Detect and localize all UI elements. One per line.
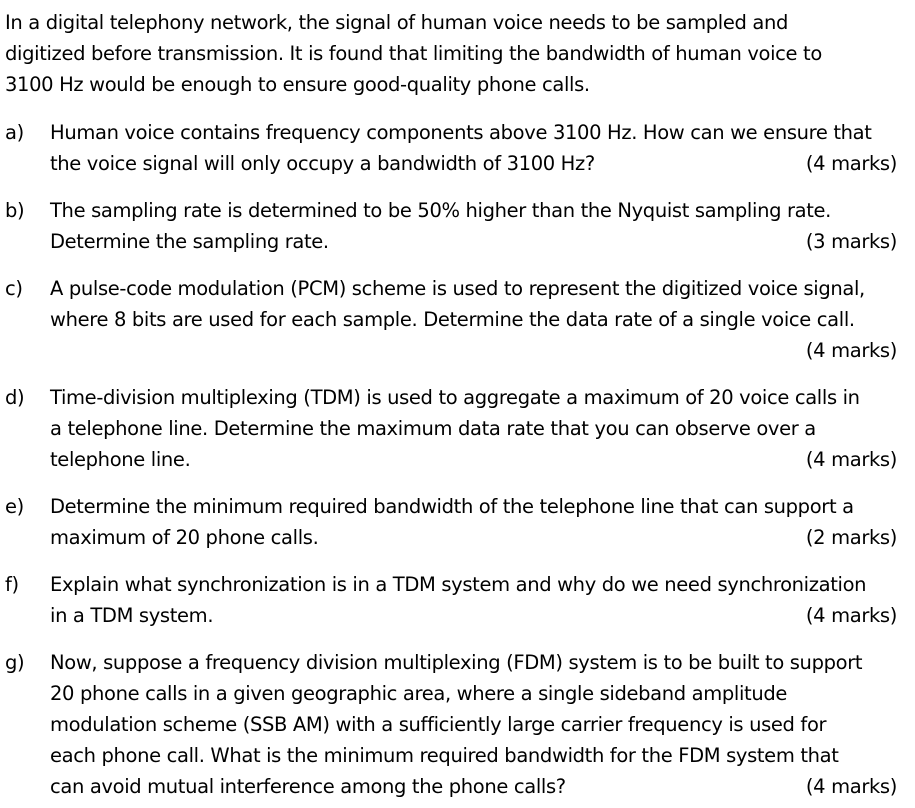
- question-line: [50, 304, 897, 335]
- question-line: [50, 273, 897, 304]
- question-text: modulation scheme (SSB AM) with a sufficiently large carrier frequency is used for: [50, 713, 827, 736]
- question-line: [50, 569, 897, 600]
- question-letter: e): [5, 495, 24, 518]
- question-text: each phone call. What is the minimum required bandwidth for the FDM system that: [50, 744, 839, 767]
- marks-label: (4 marks): [805, 775, 897, 798]
- question-letter: a): [5, 121, 24, 144]
- question-text: a telephone line. Determine the maximum data rate that you can observe over a: [50, 417, 816, 440]
- question-line: [50, 413, 897, 444]
- intro-line: 3100 Hz would be enough to ensure good-quality phone calls.: [5, 73, 590, 96]
- question-line: [50, 678, 897, 709]
- question-line: [50, 522, 897, 553]
- question-letter: f): [5, 573, 19, 596]
- question-text: in a TDM system.: [50, 604, 214, 627]
- intro-line: digitized before transmission. It is found that limiting the bandwidth of human voice to: [5, 42, 822, 65]
- marks-label: (4 marks): [805, 604, 897, 627]
- question-text: A pulse-code modulation (PCM) scheme is used to represent the digitized voice signal,: [50, 277, 865, 300]
- question-line: [50, 740, 897, 771]
- marks-label: (4 marks): [805, 448, 897, 471]
- question-line: [50, 771, 897, 802]
- question-text: Determine the sampling rate.: [50, 230, 329, 253]
- question-text: Explain what synchronization is in a TDM system and why do we need synchronization: [50, 573, 867, 596]
- question-text: the voice signal will only occupy a bandwidth of 3100 Hz?: [50, 152, 595, 175]
- question-line: [50, 382, 897, 413]
- question-body: [50, 382, 897, 475]
- question-text: maximum of 20 phone calls.: [50, 526, 319, 549]
- question-letter: g): [5, 651, 25, 674]
- question-line: [50, 647, 897, 678]
- question-text: 20 phone calls in a given geographic area, where a single sideband amplitude: [50, 682, 788, 705]
- question-text: where 8 bits are used for each sample. Determine the data rate of a single voice call.: [50, 308, 855, 331]
- question-text: The sampling rate is determined to be 50% higher than the Nyquist sampling rate.: [50, 199, 832, 222]
- question-body: [50, 569, 897, 631]
- question-line: [50, 195, 897, 226]
- question-letter: d): [5, 386, 25, 409]
- question-line: [50, 709, 897, 740]
- question-body: [50, 491, 897, 553]
- marks-label: (4 marks): [805, 339, 897, 362]
- question-text: Now, suppose a frequency division multiplexing (FDM) system is to be built to support: [50, 651, 863, 674]
- question-text: Determine the minimum required bandwidth of the telephone line that can support a: [50, 495, 854, 518]
- question-body: [50, 195, 897, 257]
- question-body: [50, 273, 897, 366]
- question-line: [50, 600, 897, 631]
- intro-line: In a digital telephony network, the signal of human voice needs to be sampled and: [5, 11, 789, 34]
- question-line: [50, 444, 897, 475]
- question-body: [50, 647, 897, 802]
- question-line: [50, 335, 897, 366]
- intro-paragraph: [5, 7, 905, 100]
- question-body: [50, 117, 897, 179]
- question-line: [50, 148, 897, 179]
- question-line: [50, 226, 897, 257]
- marks-label: (4 marks): [805, 152, 897, 175]
- question-line: [50, 491, 897, 522]
- question-line: [50, 117, 897, 148]
- marks-label: (3 marks): [805, 230, 897, 253]
- question-letter: c): [5, 277, 23, 300]
- question-text: telephone line.: [50, 448, 191, 471]
- marks-label: (2 marks): [805, 526, 897, 549]
- question-letter: b): [5, 199, 25, 222]
- question-text: Human voice contains frequency components above 3100 Hz. How can we ensure that: [50, 121, 872, 144]
- question-text: Time-division multiplexing (TDM) is used to aggregate a maximum of 20 voice calls in: [50, 386, 860, 409]
- question-text: can avoid mutual interference among the phone calls?: [50, 775, 566, 798]
